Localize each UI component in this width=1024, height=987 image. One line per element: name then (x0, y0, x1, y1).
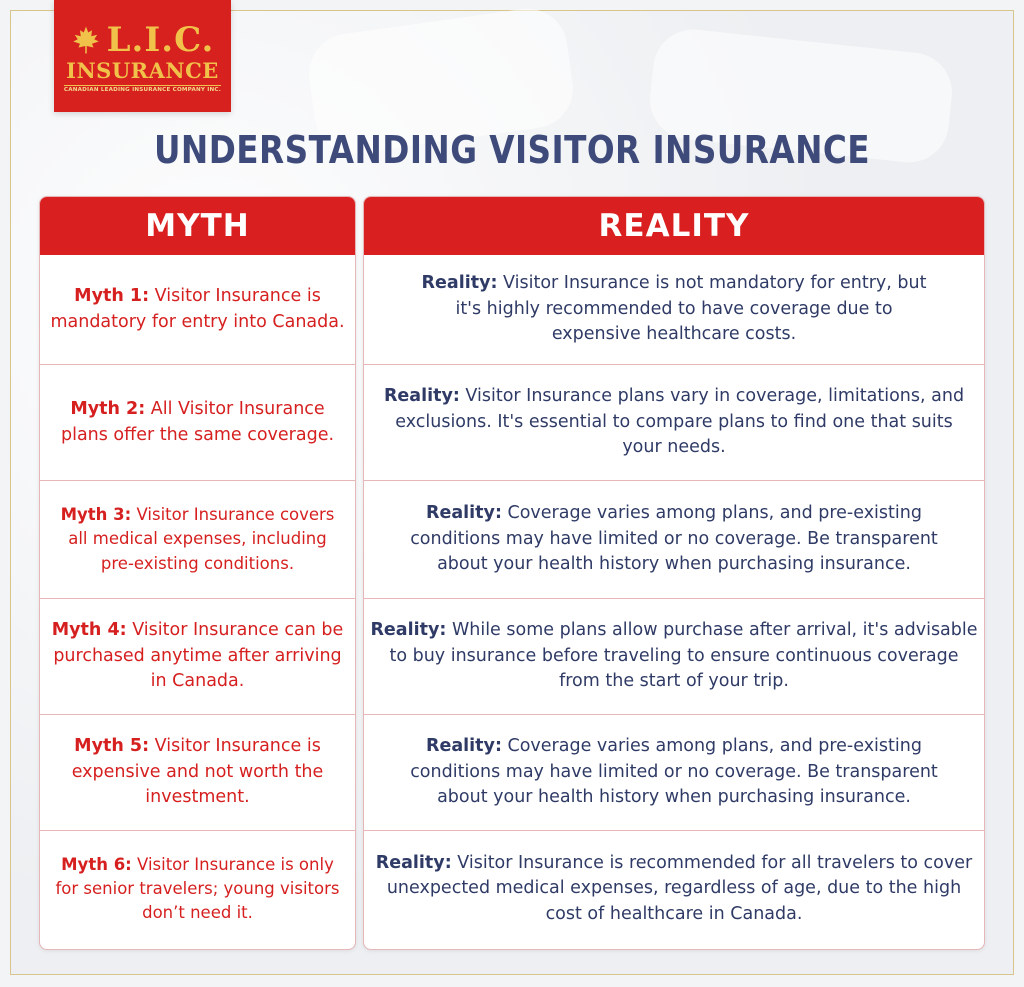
reality-cell-4 (364, 599, 984, 715)
reality-text: Coverage varies among plans, and pre-existing conditions may have limited or no coverage. Be transparent about your health history when purchasing insurance. (410, 736, 938, 808)
myth-header: MYTH (40, 197, 355, 255)
logo-top-row (71, 19, 215, 60)
reality-label: Reality: (375, 852, 452, 873)
myth-text: Visitor Insurance covers all medical expenses, including pre-existing conditions. (68, 505, 335, 573)
myth-label: Myth 5: (74, 736, 150, 757)
myth-cell-3 (40, 481, 355, 599)
reality-cell-1 (364, 255, 984, 365)
reality-text: Visitor Insurance is not mandatory for entry, but it's highly recommended to have coverage due to expensive healthcare costs. (455, 273, 927, 345)
myth-text: Visitor Insurance is expensive and not worth the investment. (71, 736, 324, 808)
maple-leaf-icon (71, 25, 101, 55)
reality-label: Reality: (370, 620, 447, 641)
reality-cell-6 (364, 831, 984, 947)
reality-column (363, 196, 985, 950)
company-logo[interactable] (54, 0, 231, 112)
reality-text: While some plans allow purchase after arrival, it's advisable to buy insurance before traveling to ensure continuous coverage from the start of your trip. (389, 620, 978, 692)
reality-label: Reality: (421, 273, 498, 294)
myth-text: Visitor Insurance can be purchased anytime after arriving in Canada. (53, 620, 344, 692)
reality-cell-5 (364, 715, 984, 831)
myth-cell-2 (40, 365, 355, 481)
reality-label: Reality: (383, 386, 460, 407)
myth-label: Myth 3: (60, 505, 132, 525)
myth-text: Visitor Insurance is only for senior travelers; young visitors don’t need it. (55, 854, 340, 923)
page-title: UNDERSTANDING VISITOR INSURANCE (153, 128, 871, 172)
logo-name: L.I.C. (106, 19, 215, 60)
myth-cell-5 (40, 715, 355, 831)
reality-label: Reality: (426, 736, 502, 757)
myth-text: All Visitor Insurance plans offer the same coverage. (60, 398, 335, 445)
myth-label: Myth 6: (61, 854, 132, 874)
reality-text: Coverage varies among plans, and pre-existing conditions may have limited or no coverage. Be transparent about your health history when purchasing insurance. (410, 503, 938, 575)
reality-header: REALITY (364, 197, 984, 255)
myth-label: Myth 4: (51, 620, 127, 641)
myth-column (39, 196, 356, 950)
reality-cell-3 (364, 481, 984, 599)
myth-label: Myth 2: (70, 398, 146, 419)
reality-text: Visitor Insurance is recommended for all travelers to cover unexpected medical expenses, regardless of age, due to the high cost of healthcare in Canada. (386, 852, 973, 924)
myth-cell-6 (40, 831, 355, 947)
reality-text: Visitor Insurance plans vary in coverage, limitations, and exclusions. It's essential to compare plans to find one that suits your needs. (395, 386, 965, 458)
myth-text: Visitor Insurance is mandatory for entry into Canada. (50, 285, 345, 332)
reality-cell-2 (364, 365, 984, 481)
reality-label: Reality: (426, 503, 502, 524)
logo-subtitle: INSURANCE (66, 57, 219, 83)
myth-cell-1 (40, 255, 355, 365)
myth-cell-4 (40, 599, 355, 715)
logo-tagline: CANADIAN LEADING INSURANCE COMPANY INC. (63, 87, 222, 94)
myth-label: Myth 1: (74, 285, 150, 306)
